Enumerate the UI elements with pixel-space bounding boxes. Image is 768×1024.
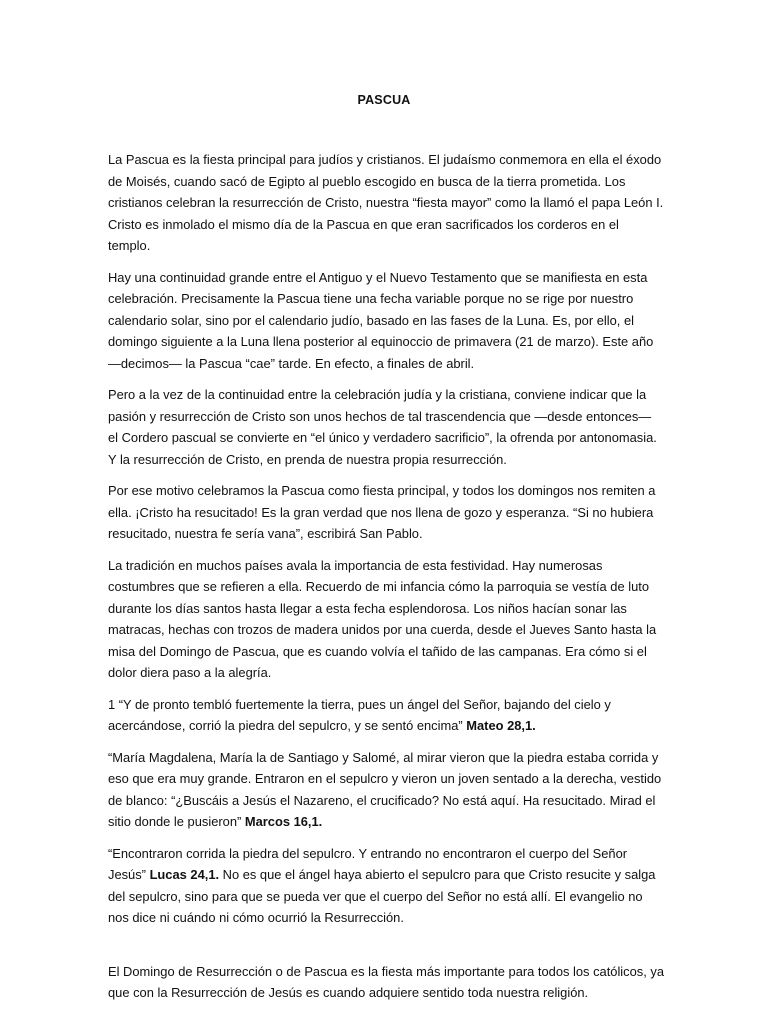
quote-lucas-commentary: No es que el ángel haya abierto el sepulcro para que Cristo resucite y salga del sepulcro, sino para que se pueda ver que el cuerpo del Señor no está allí. El evangelio no nos dice ni cuándo ni cómo ocurrió la Resurrección.	[108, 867, 656, 925]
closing-paragraph	[108, 961, 664, 1004]
quote-mateo-reference: Mateo 28,1.	[462, 718, 536, 733]
quote-marcos	[108, 747, 664, 833]
paragraph-2-text: Hay una continuidad grande entre el Antiguo y el Nuevo Testamento que se manifiesta en esta celebración. Precisamente la Pascua tiene una fecha variable porque no se rige por nuestro calendario solar, sino por el calendario judío, basado en las fases de la Luna. Es, por ello, el domingo siguiente a la Luna llena posterior al equinoccio de primavera (21 de marzo). Este año —decimos— la Pascua “cae” tarde. En efecto, a finales de abril.	[108, 269, 654, 371]
quote-lucas	[108, 843, 664, 929]
quote-mateo	[108, 694, 664, 737]
quote-lucas-reference: Lucas 24,1.	[149, 867, 220, 882]
quote-marcos-reference: Marcos 16,1.	[241, 814, 323, 829]
paragraph-5-text: La tradición en muchos países avala la importancia de esta festividad. Hay numerosas costumbres que se refieren a ella. Recuerdo de mi infancia cómo la parroquia se vestía de luto durante los días santos hasta llegar a esta fecha esplendorosa. Los niños hacían sonar las matracas, hechas con trozos de madera unidos por una cuerda, desde el Jueves Santo hasta la misa del Domingo de Pascua, que es cuando volvía el tañido de las campanas. Era cómo si el dolor diera paso a la alegría.	[108, 557, 657, 680]
paragraph-3	[108, 384, 664, 470]
document-body	[108, 149, 664, 1014]
document-title: PASCUA	[357, 93, 411, 107]
quote-marcos-text: “María Magdalena, María la de Santiago y Salomé, al mirar vieron que la piedra estaba corrida y eso que era muy grande. Entraron en el sepulcro y vieron un joven sentado a la derecha, vestido de blanco: “¿Buscáis a Jesús el Nazareno, el crucificado? No está aquí. Ha resucitado. Mirad el sitio donde le pusieron”	[108, 749, 662, 829]
paragraph-3-text: Pero a la vez de la continuidad entre la celebración judía y la cristiana, conviene indicar que la pasión y resurrección de Cristo son unos hechos de tal trascendencia que —desde entonces— el Cordero pascual se convierte en “el único y verdadero sacrificio”, la ofrenda por antonomasia. Y la resurrección de Cristo, en prenda de nuestra propia resurrección.	[108, 387, 657, 467]
paragraph-2	[108, 267, 664, 375]
paragraph-4	[108, 480, 664, 545]
quote-lucas-text: “Encontraron corrida la piedra del sepulcro. Y entrando no encontraron el cuerpo del Señor Jesús”	[108, 845, 628, 882]
quote-mateo-text: 1 “Y de pronto tembló fuertemente la tierra, pues un ángel del Señor, bajando del cielo y acercándose, corrió la piedra del sepulcro, y se sentó encima”	[108, 696, 611, 733]
closing-paragraph-text: El Domingo de Resurrección o de Pascua es la fiesta más importante para todos los católicos, ya que con la Resurrección de Jesús es cuando adquiere sentido toda nuestra religión.	[108, 963, 665, 1000]
paragraph-4-text: Por ese motivo celebramos la Pascua como fiesta principal, y todos los domingos nos remiten a ella. ¡Cristo ha resucitado! Es la gran verdad que nos llena de gozo y esperanza. “Si no hubiera resucitado, nuestra fe sería vana”, escribirá San Pablo.	[108, 483, 656, 541]
paragraph-1-text: La Pascua es la fiesta principal para judíos y cristianos. El judaísmo conmemora en ella el éxodo de Moisés, cuando sacó de Egipto al pueblo escogido en busca de la tierra prometida. Los cristianos celebran la resurrección de Cristo, nuestra “fiesta mayor” como la llamó el papa León I. Cristo es inmolado el mismo día de la Pascua en que eran sacrificados los corderos en el templo.	[108, 152, 664, 253]
paragraph-1	[108, 149, 664, 257]
paragraph-5	[108, 555, 664, 684]
